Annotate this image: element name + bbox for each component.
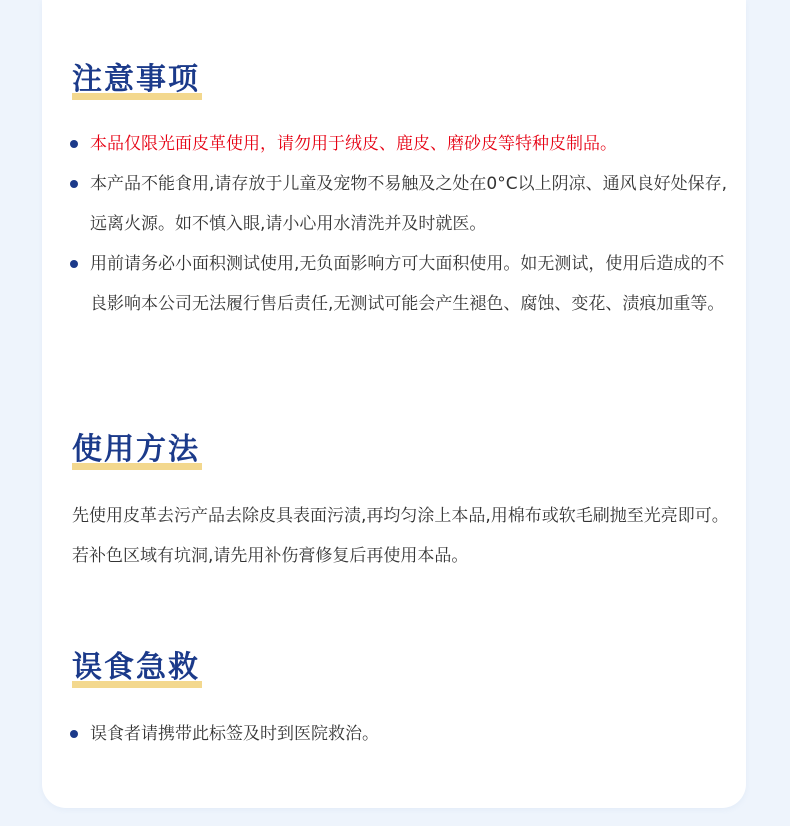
bullet-icon — [70, 260, 78, 268]
precautions-list — [70, 124, 734, 324]
list-item-text: 本产品不能食用,请存放于儿童及宠物不易触及之处在0°C以上阴凉、通风良好处保存,远离火源。如不慎入眼,请小心用水清洗并及时就医。 — [90, 174, 727, 234]
list-item-text: 误食者请携带此标签及时到医院救治。 — [90, 724, 379, 744]
list-item — [70, 714, 734, 754]
precautions-heading: 注意事项 — [72, 62, 202, 100]
list-item — [70, 124, 734, 164]
bullet-icon — [70, 180, 78, 188]
first-aid-list — [70, 714, 734, 754]
list-item — [70, 244, 734, 324]
usage-heading: 使用方法 — [72, 432, 202, 470]
list-item-text: 用前请务必小面积测试使用,无负面影响方可大面积使用。如无测试，使用后造成的不良影响本公司无法履行售后责任,无测试可能会产生褪色、腐蚀、变花、渍痕加重等。 — [90, 254, 725, 314]
list-item — [70, 164, 734, 244]
bullet-icon — [70, 730, 78, 738]
content-card — [42, 0, 746, 808]
usage-text: 先使用皮革去污产品去除皮具表面污渍,再均匀涂上本品,用棉布或软毛刷抛至光亮即可。若补色区域有坑洞,请先用补伤膏修复后再使用本品。 — [72, 506, 729, 566]
first-aid-heading: 误食急救 — [72, 650, 202, 688]
warning-text: 本品仅限光面皮革使用，请勿用于绒皮、鹿皮、磨砂皮等特种皮制品。 — [90, 134, 617, 154]
bullet-icon — [70, 140, 78, 148]
